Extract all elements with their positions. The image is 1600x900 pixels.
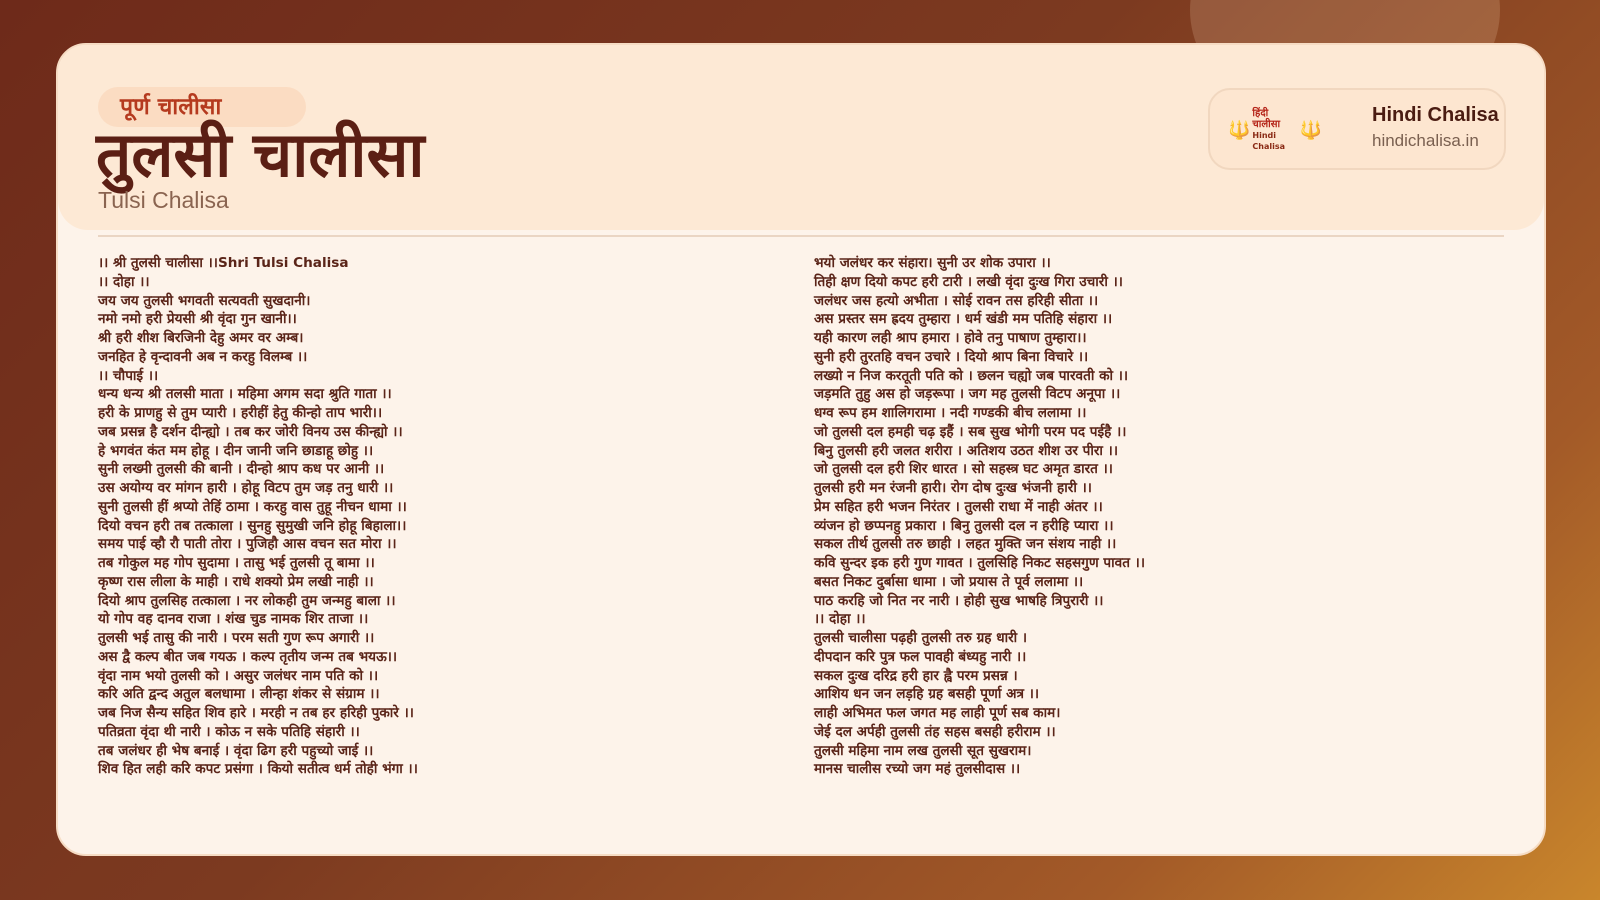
verse-line: अस द्वै कल्प बीत जब गयऊ । कल्प तृतीय जन्म तब भयऊ।।	[98, 648, 398, 665]
verse-line: श्री हरी शीश बिरजिनी देहु अमर वर अम्ब।	[98, 330, 304, 346]
verse-line: लख्यो न निज करतूती पति को । छलन चह्यो जब पारवती को ।।	[814, 367, 1129, 384]
verse-line: करि अति द्वन्द अतुल बलधामा । लीन्हा शंकर से संग्राम ।।	[98, 686, 380, 703]
verse-line: सुनी हरी तुरतहि वचन उचारे । दियो श्राप बिना विचारे ।।	[814, 348, 1089, 365]
verse-line: सुनी तुलसी हीं श्रप्यो तेहिं ठामा । करहु वास तुहू नीचन धामा ।।	[98, 498, 407, 515]
verse-line: अस प्रस्तर सम ह्रदय तुम्हारा । धर्म खंडी मम पतिहि संहारा ।।	[814, 311, 1113, 328]
brand-url[interactable]: hindichalisa.in	[1372, 131, 1479, 150]
verse-line: जो तुलसी दल हरी शिर धारत । सो सहस्त्र घट अमृत डारत ।।	[814, 461, 1113, 478]
verse-line: लाही अभिमत फल जगत मह लाही पूर्ण सब काम।	[814, 705, 1061, 721]
verse-line: पाठ करहि जो नित नर नारी । होही सुख भाषहि त्रिपुरारी ।।	[814, 592, 1104, 609]
verse-line: व्यंजन हो छप्पनहु प्रकारा । बिनु तुलसी दल न हरीहि प्यारा ।।	[814, 517, 1114, 534]
verse-line: हरी के प्राणहु से तुम प्यारी । हरीहीं हेतु कीन्हो ताप भारी।।	[98, 405, 383, 421]
verse-line: तब गोकुल मह गोप सुदामा । तासु भई तुलसी तू बामा ।।	[98, 555, 375, 571]
brand-name: Hindi Chalisa	[1372, 104, 1499, 126]
verse-line: जो तुलसी दल हमही चढ़ इहैं । सब सुख भोगी परम पद पईहै ।।	[814, 423, 1127, 440]
verse-line: समय पाई व्हौ रौ पाती तोरा । पुजिहौ आस वचन सत मोरा ।।	[98, 536, 397, 553]
trident-icon: 🔱	[1228, 119, 1251, 141]
verse-line: धग्व रूप हम शालिगरामा । नदी गण्डकी बीच ललामा ।।	[814, 405, 1087, 421]
verse-line: जेई दल अर्पही तुलसी तंह सहस बसही हरीराम ।।	[814, 723, 1056, 740]
verse-line: ।। चौपाई ।।	[98, 367, 159, 384]
brand-logo	[1228, 108, 1322, 151]
verse-line: यही कारण लही श्राप हमारा । होवे तनु पाषाण तुम्हारा।।	[814, 330, 1087, 346]
verse-line: ।। दोहा ।।	[814, 611, 866, 628]
verse-line: भयो जलंधर कर संहारा। सुनी उर शोक उपारा ।।	[814, 255, 1051, 271]
verse-line: कवि सुन्दर इक हरी गुण गावत । तुलसिहि निकट सहसगुण पावत ।।	[814, 555, 1145, 571]
verse-line: तुलसी महिमा नाम लख तुलसी सूत सुखराम।	[814, 742, 1032, 759]
trident-icon: 🔱	[1299, 119, 1322, 141]
verse-line: दियो वचन हरी तब तत्काला । सुनहु सुमुखी जनि होहू बिहाला।।	[98, 517, 407, 534]
verse-line: ।। दोहा ।।	[98, 273, 150, 290]
verse-line: सुनी लख्मी तुलसी की बानी । दीन्हो श्राप कध पर आनी ।।	[98, 461, 385, 478]
verse-line: वृंदा नाम भयो तुलसी को । असुर जलंधर नाम पति को ।।	[98, 667, 379, 684]
logo-text-en: Hindi Chalisa	[1252, 131, 1286, 151]
verse-line: जब प्रसन्न है दर्शन दीन्ह्यो । तब कर जोरी विनय उस कीन्ह्यो ।।	[98, 423, 403, 440]
verse-line: हे भगवंत कंत मम होहू । दीन जानी जनि छाडाहू छोहु ।।	[98, 442, 374, 459]
verse-line: यो गोप वह दानव राजा । शंख चुड नामक शिर ताजा ।।	[98, 611, 369, 628]
brand-box[interactable]	[1208, 88, 1506, 170]
verse-line: तब जलंधर ही भेष बनाई । वृंदा ढिग हरी पहुच्यो जाई ।।	[98, 742, 374, 759]
page-subtitle: Tulsi Chalisa	[98, 187, 229, 213]
lyrics-column-left	[98, 254, 418, 779]
lyrics-column-right	[814, 254, 1145, 779]
header	[58, 45, 1544, 230]
verse-line: उस अयोग्य वर मांगन हारी । होहू विटप तुम जड़ तनु धारी ।।	[98, 480, 394, 496]
verse-line: शिव हित लही करि कपट प्रसंगा । कियो सतीत्व धर्म तोही भंगा ।।	[98, 761, 418, 778]
verse-line: ।। श्री तुलसी चालीसा ।।Shri Tulsi Chalisa	[98, 255, 349, 271]
verse-line: तुलसी हरी मन रंजनी हारी। रोग दोष दुःख भंजनी हारी ।।	[814, 480, 1092, 496]
verse-line: नमो नमो हरी प्रेयसी श्री वृंदा गुन खानी।।	[98, 311, 297, 328]
verse-line: दीपदान करि पुत्र फल पावही बंध्यहु नारी ।।	[814, 648, 1027, 665]
verse-line: आशिय धन जन लड़हि ग्रह बसही पूर्णा अत्र ।।	[814, 686, 1040, 703]
verse-line: तिही क्षण दियो कपट हरी टारी । लखी वृंदा दुःख गिरा उचारी ।।	[814, 273, 1123, 290]
verse-line: पतिव्रता वृंदा थी नारी । कोऊ न सके पतिहि संहारी ।।	[98, 723, 360, 740]
verse-line: तुलसी चालीसा पढ़ही तुलसी तरु ग्रह धारी ।	[814, 630, 1028, 646]
chalisa-card	[56, 43, 1546, 856]
verse-line: मानस चालीस रच्यो जग महं तुलसीदास ।।	[814, 761, 1021, 778]
verse-line: बिनु तुलसी हरी जलत शरीरा । अतिशय उठत शीश उर पीरा ।।	[814, 442, 1118, 459]
page-title: तुलसी चालीसा	[96, 118, 425, 191]
verse-line: कृष्ण रास लीला के माही । राधे शक्यो प्रेम लखी नाही ।।	[98, 573, 374, 590]
verse-line: बसत निकट दुर्बासा धामा । जो प्रयास ते पूर्व ललामा ।।	[814, 573, 1084, 590]
verse-line: प्रेम सहित हरी भजन निरंतर । तुलसी राधा में नाही अंतर ।।	[814, 498, 1103, 515]
verse-line: जनहित हे वृन्दावनी अब न करहु विलम्ब ।।	[98, 348, 308, 365]
verse-line: धन्य धन्य श्री तलसी माता । महिमा अगम सदा श्रुति गाता ।।	[98, 386, 392, 403]
verse-line: जड़मति तुहु अस हो जड़रूपा । जग मह तुलसी विटप अनूपा ।।	[814, 386, 1121, 403]
verse-line: दियो श्राप तुलसिह तत्काला । नर लोकही तुम जन्महु बाला ।।	[98, 592, 396, 609]
verse-line: जलंधर जस हत्यो अभीता । सोई रावन तस हरिही सीता ।।	[814, 292, 1099, 309]
verse-line: तुलसी भई तासु की नारी । परम सती गुण रूप अगारी ।।	[98, 630, 375, 646]
logo-text-hi: हिंदी चालीसा	[1252, 108, 1281, 130]
verse-line: सकल दुःख दरिद्र हरी हार ह्वै परम प्रसन्न ।	[814, 667, 1018, 684]
verse-line: सकल तीर्थ तुलसी तरु छाही । लहत मुक्ति जन संशय नाही ।।	[814, 536, 1117, 553]
divider	[98, 235, 1504, 237]
category-badge: पूर्ण चालीसा	[98, 87, 306, 127]
verse-line: जब निज सैन्य सहित शिव हारे । मरही न तब हर हरिही पुकारे ।।	[98, 705, 414, 721]
verse-line: जय जय तुलसी भगवती सत्यवती सुखदानी।	[98, 292, 311, 309]
